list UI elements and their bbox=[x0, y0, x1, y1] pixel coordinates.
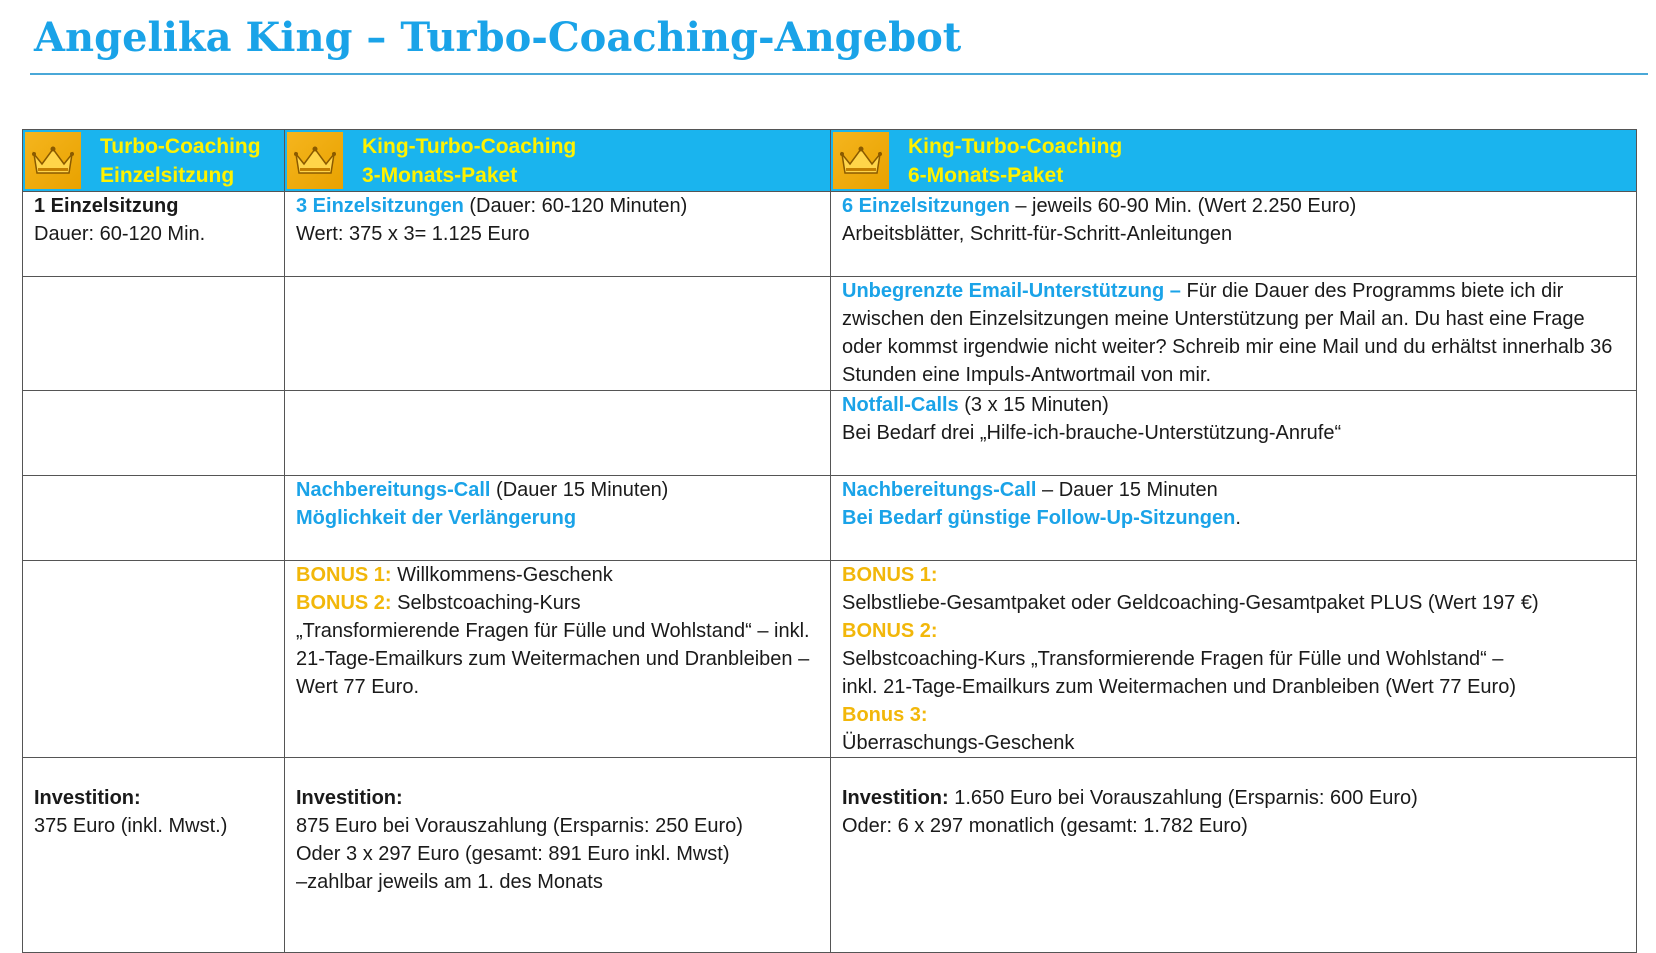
followup-cell-3-months bbox=[285, 476, 831, 561]
header-subtitle: Einzelsitzung bbox=[100, 164, 235, 187]
followup-period: . bbox=[1235, 507, 1241, 529]
investment-label: Investition: bbox=[296, 787, 403, 809]
bonus-text: Wert 77 Euro. bbox=[296, 676, 420, 698]
sessions-link: 6 Einzelsitzungen bbox=[842, 195, 1010, 217]
email-cell-6-months bbox=[831, 277, 1637, 391]
emergency-calls-link: Notfall-Calls bbox=[842, 394, 959, 416]
email-cell-3-months bbox=[285, 277, 831, 391]
table-header-row bbox=[23, 130, 1637, 192]
investment-price: 875 Euro bei Vorauszahlung (Ersparnis: 250 Euro) bbox=[296, 815, 743, 837]
followup-cell-single bbox=[23, 476, 285, 561]
emergency-calls-text: Bei Bedarf drei „Hilfe-ich-brauche-Unterstützung-Anrufe“ bbox=[842, 422, 1342, 444]
investment-cell-3-months bbox=[285, 758, 831, 953]
investment-label: Investition: bbox=[842, 787, 949, 809]
emergency-calls-count: (3 x 15 Minuten) bbox=[958, 394, 1109, 416]
table-row-sessions bbox=[23, 192, 1637, 277]
sessions-value: Wert: 375 x 3= 1.125 Euro bbox=[296, 223, 530, 245]
crown-icon bbox=[287, 132, 343, 189]
followup-call-text: – Dauer 15 Minuten bbox=[1036, 479, 1218, 501]
sessions-duration: Dauer: 60-120 Min. bbox=[34, 223, 206, 245]
emergency-cell-3-months bbox=[285, 391, 831, 476]
bonus-text: Überraschungs-Geschenk bbox=[842, 732, 1075, 754]
bonus-text: Selbstcoaching-Kurs bbox=[391, 592, 581, 614]
emergency-cell-6-months bbox=[831, 391, 1637, 476]
bonus-cell-3-months bbox=[285, 561, 831, 758]
investment-payment-note: –zahlbar jeweils am 1. des Monats bbox=[296, 871, 603, 893]
table-row-email bbox=[23, 277, 1637, 391]
page-title: Angelika King – Turbo-Coaching-Angebot bbox=[34, 14, 962, 61]
bonus-label: BONUS 1: bbox=[296, 564, 392, 586]
email-support-link: Unbegrenzte Email-Unterstützung – bbox=[842, 280, 1181, 302]
investment-cell-single bbox=[23, 758, 285, 953]
sessions-link: 3 Einzelsitzungen bbox=[296, 195, 464, 217]
sessions-cell-3-months bbox=[285, 192, 831, 277]
email-cell-single bbox=[23, 277, 285, 391]
bonus-text: „Transformierende Fragen für Fülle und Wohlstand“ – inkl. bbox=[296, 620, 810, 642]
bonus-label: BONUS 1: bbox=[842, 564, 938, 586]
title-underline bbox=[30, 73, 1648, 75]
header-title: King-Turbo-Coaching bbox=[362, 135, 577, 158]
bonus-text: Selbstcoaching-Kurs „Transformierende Fragen für Fülle und Wohlstand“ – bbox=[842, 648, 1504, 670]
sessions-text: – jeweils 60-90 Min. (Wert 2.250 Euro) bbox=[1009, 195, 1357, 217]
sessions-text: (Dauer: 60-120 Minuten) bbox=[463, 195, 688, 217]
bonus-text: Selbstliebe-Gesamtpaket oder Geldcoaching-Gesamtpaket PLUS (Wert 197 €) bbox=[842, 592, 1539, 614]
header-title: Turbo-Coaching bbox=[100, 135, 261, 158]
table-row-followup bbox=[23, 476, 1637, 561]
sessions-title: 1 Einzelsitzung bbox=[34, 195, 179, 217]
investment-price: 1.650 Euro bei Vorauszahlung (Ersparnis: 600 Euro) bbox=[948, 787, 1418, 809]
bonus-text: Willkommens-Geschenk bbox=[391, 564, 613, 586]
investment-label: Investition: bbox=[34, 787, 141, 809]
bonus-text: 21-Tage-Emailkurs zum Weitermachen und Dranbleiben – bbox=[296, 648, 810, 670]
header-cell-6-months bbox=[831, 130, 1637, 192]
header-cell-single bbox=[23, 130, 285, 192]
table-row-emergency bbox=[23, 391, 1637, 476]
offer-table bbox=[22, 129, 1637, 953]
followup-cell-6-months bbox=[831, 476, 1637, 561]
header-title: King-Turbo-Coaching bbox=[908, 135, 1123, 158]
followup-call-link: Nachbereitungs-Call bbox=[296, 479, 491, 501]
followup-call-text: (Dauer 15 Minuten) bbox=[490, 479, 669, 501]
bonus-cell-single bbox=[23, 561, 285, 758]
sessions-cell-single bbox=[23, 192, 285, 277]
table-row-bonus bbox=[23, 561, 1637, 758]
bonus-cell-6-months bbox=[831, 561, 1637, 758]
sessions-extra: Arbeitsblätter, Schritt-für-Schritt-Anleitungen bbox=[842, 223, 1233, 245]
email-support-text: Für die Dauer des Programms biete ich dir zwischen den Einzelsitzungen meine Unterstützung per Mail an. Du hast eine Frage oder kommst irgendwie nicht weiter? Schreib mir eine Mail und du erhältst innerhalb 36 Stunden eine Impuls-Antwortmail von mir. bbox=[842, 280, 1613, 386]
sessions-cell-6-months bbox=[831, 192, 1637, 277]
bonus-label: BONUS 2: bbox=[296, 592, 392, 614]
bonus-label: BONUS 2: bbox=[842, 620, 938, 642]
header-cell-3-months bbox=[285, 130, 831, 192]
bonus-label: Bonus 3: bbox=[842, 704, 928, 726]
followup-call-link: Nachbereitungs-Call bbox=[842, 479, 1037, 501]
investment-installments: Oder: 6 x 297 monatlich (gesamt: 1.782 Euro) bbox=[842, 815, 1248, 837]
header-subtitle: 3-Monats-Paket bbox=[362, 164, 518, 187]
investment-installments: Oder 3 x 297 Euro (gesamt: 891 Euro inkl. Mwst) bbox=[296, 843, 730, 865]
followup-sessions-link: Bei Bedarf günstige Follow-Up-Sitzungen bbox=[842, 507, 1236, 529]
crown-icon bbox=[25, 132, 81, 189]
crown-icon bbox=[833, 132, 889, 189]
extension-option: Möglichkeit der Verlängerung bbox=[296, 507, 577, 529]
emergency-cell-single bbox=[23, 391, 285, 476]
table-row-investment bbox=[23, 758, 1637, 953]
investment-price: 375 Euro (inkl. Mwst.) bbox=[34, 815, 228, 837]
header-subtitle: 6-Monats-Paket bbox=[908, 164, 1064, 187]
investment-cell-6-months bbox=[831, 758, 1637, 953]
bonus-text: inkl. 21-Tage-Emailkurs zum Weitermachen und Dranbleiben (Wert 77 Euro) bbox=[842, 676, 1516, 698]
